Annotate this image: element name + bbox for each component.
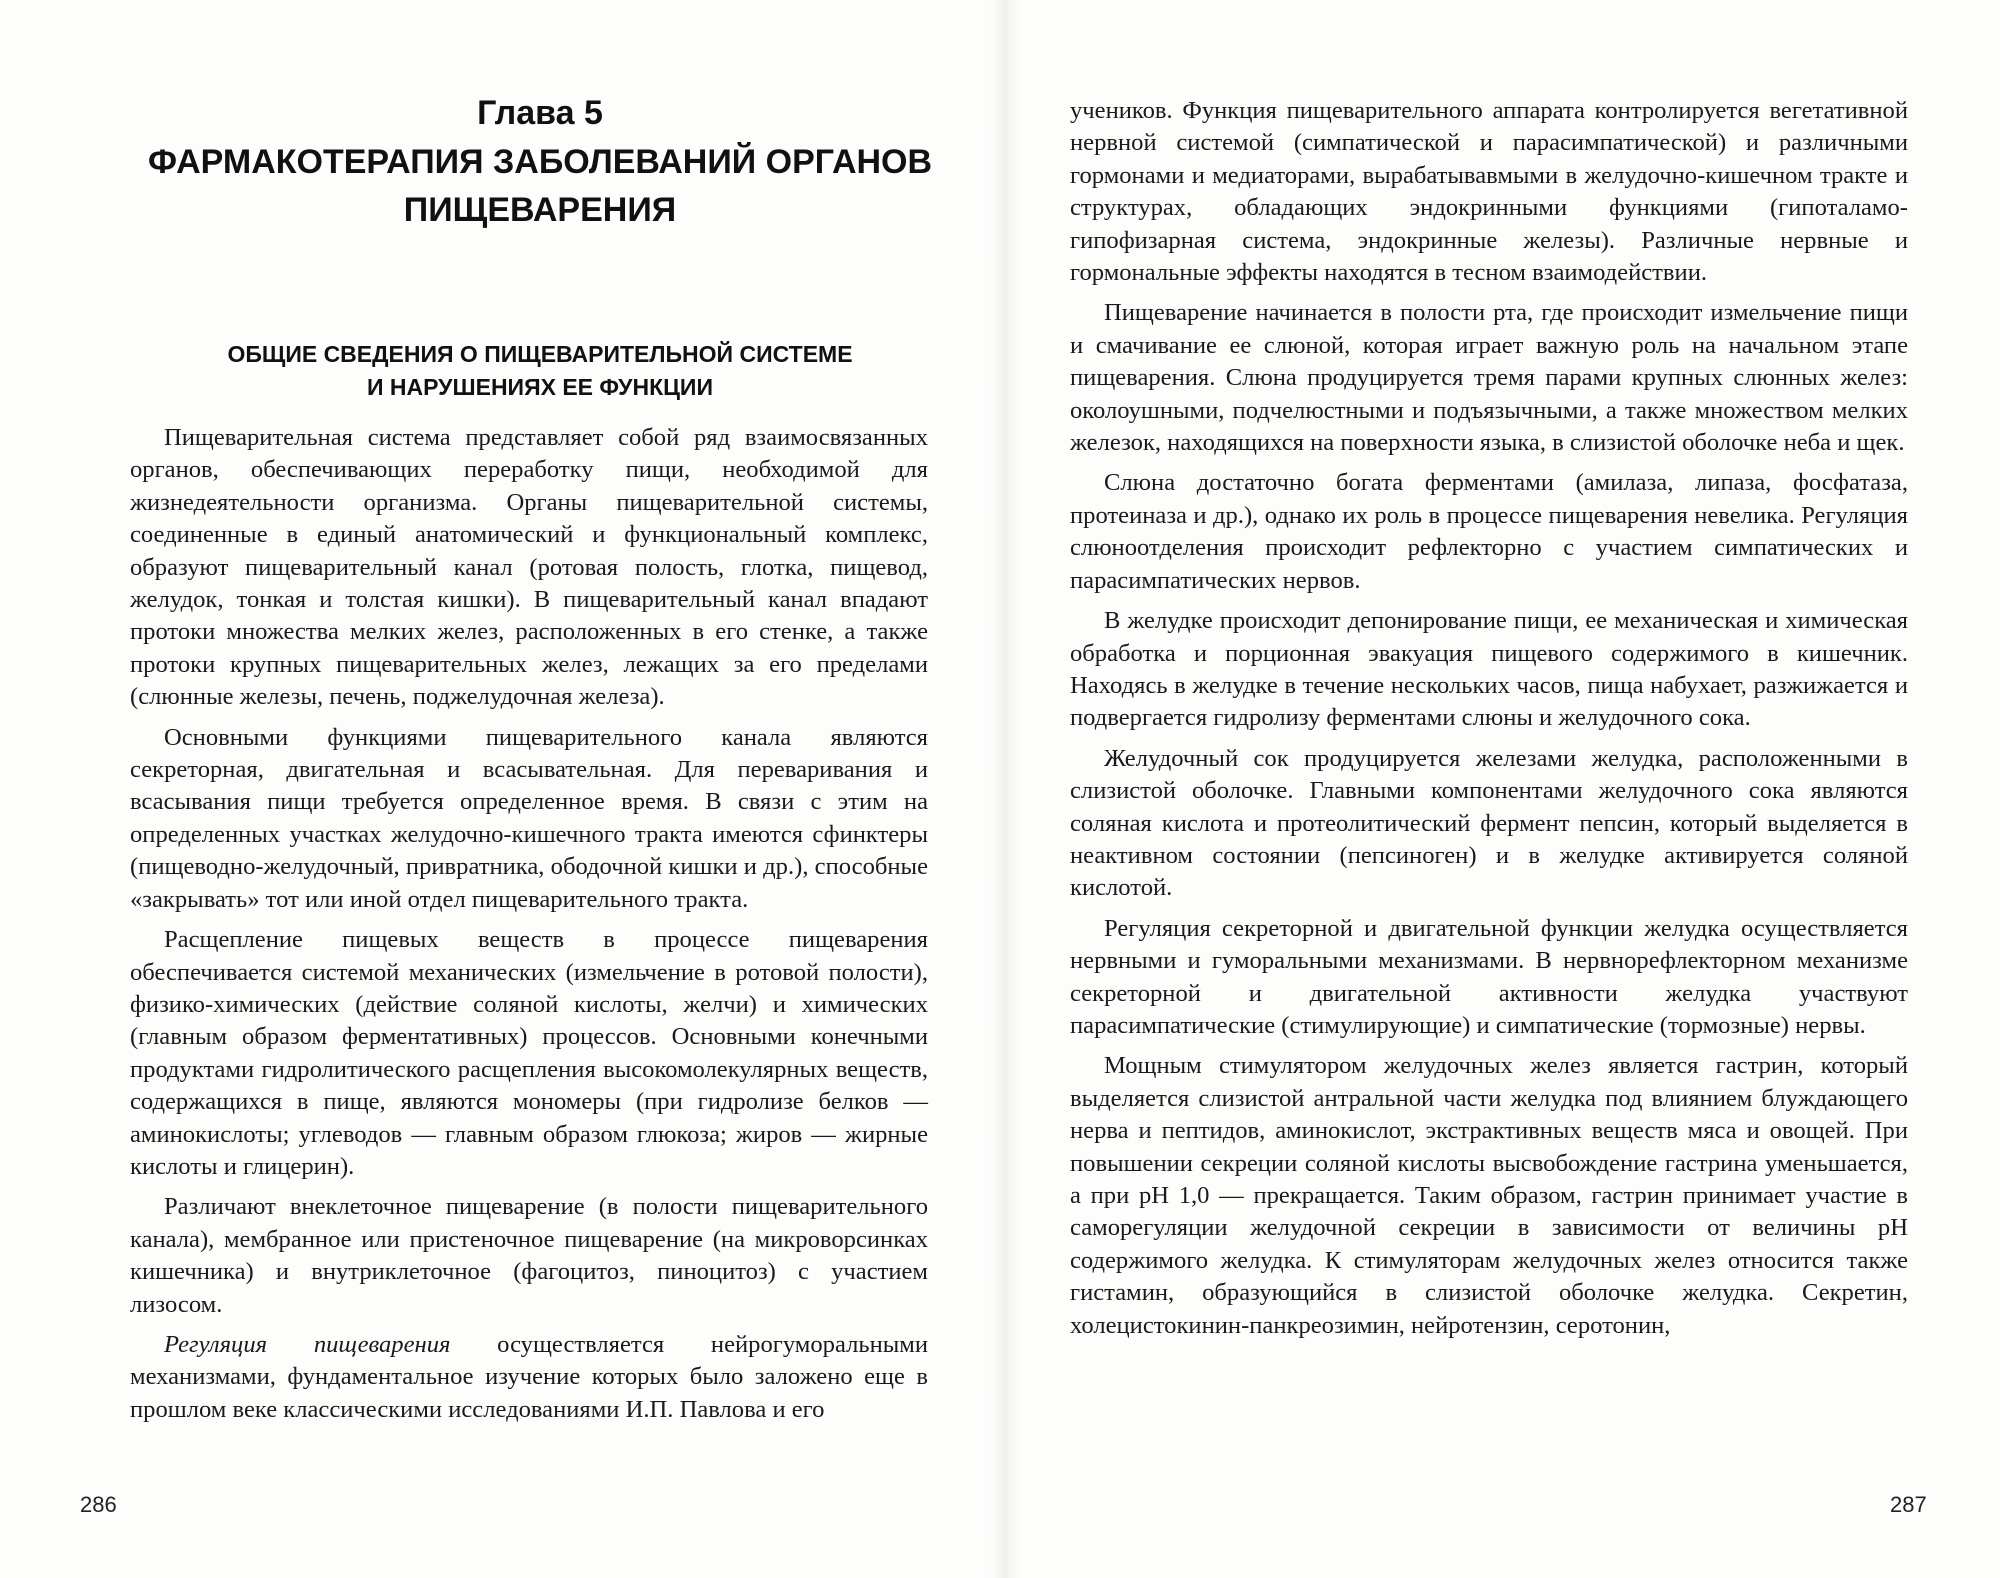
paragraph-text: осуществляется нейрогуморальными механизмами, фундаментальное изучение которых было заложено еще в прошлом веке классическими исследованиями И.П. Павлова и его (130, 1330, 928, 1423)
chapter-title: ФАРМАКОТЕРАПИЯ ЗАБОЛЕВАНИЙ ОРГАНОВ ПИЩЕВАРЕНИЯ (147, 143, 933, 229)
paragraph: Пищеварительная система представляет собой ряд взаимосвязанных органов, обеспечивающих переработку пищи, необходимой для жизнедеятельности организма. Органы пищеварительной системы, соединенные в единый анатомический и функциональный комплекс, образуют пищеварительный канал (ротовая полость, глотка, пищевод, желудок, тонкая и толстая кишки). В пищеварительный канал впадают протоки множества мелких желез, расположенных в его стенке, а также протоки крупных пищеварительных желез, лежащих за его пределами (слюнные железы, печень, поджелудочная железа). (130, 424, 928, 711)
paragraph: учеников. Функция пищеварительного аппарата контролируется вегетативной нервной системой (симпатической и парасимпатической) и различными гормонами и медиаторами, вырабатывавмыми в желудочно-кишечном тракте и структурах, обладающих эндокринными функциями (гипоталамо-гипофизарная система, эндокринные железы). Различные нервные и гормональные эффекты находятся в тесном взаимодействии. (1070, 97, 1908, 287)
right-body-text (1070, 95, 1908, 1350)
paragraph: Основными функциями пищеварительного канала являются секреторная, двигательная и всасывательная. Для переваривания и всасывания пищи требуется определенное время. В связи с этим на определенных участках желудочно-кишечного тракта имеются сфинктеры (пищеводно-желудочный, привратника, ободочной кишки и др.), способные «закрывать» тот или иной отдел пищеварительного тракта. (130, 723, 928, 913)
left-body-text (130, 422, 928, 1434)
paragraph: Расщепление пищевых веществ в процессе пищеварения обеспечивается системой механических (измельчение в ротовой полости), физико-химических (действие соляной кислоты, желчи) и химических (главным образом ферментативных) процессов. Основными конечными продуктами гидролитического расщепления высокомолекулярных веществ, содержащихся в пище, являются мономеры (при гидролизе белков — аминокислоты; углеводов — главным образом глюкоза; жиров — жирные кислоты и глицерин). (130, 926, 928, 1180)
page-number: 286 (80, 1492, 117, 1517)
paragraph: Регуляция секреторной и двигательной функции желудка осуществляется нервными и гуморальными механизмами. В нервнорефлекторном механизме секреторной и двигательной активности желудка участвуют парасимпатические (стимулирующие) и симпатические (тормозные) нервы. (1070, 914, 1908, 1039)
section-title-line2: И НАРУШЕНИЯХ ЕЕ ФУНКЦИИ (367, 374, 713, 400)
paragraph: Желудочный сок продуцируется железами желудка, расположенными в слизистой оболочке. Главными компонентами желудочного сока являются соляная кислота и протеолитический фермент пепсин, который выделяется в неактивном состоянии (пепсиноген) и в желудке активируется соляной кислотой. (1070, 744, 1908, 902)
paragraph: Слюна достаточно богата ферментами (амилаза, липаза, фосфатаза, протеиназа и др.), однако их роль в процессе пищеварения невелика. Регуляция слюноотделения происходит рефлекторно с участием симпатических и парасимпатических нервов. (1070, 469, 1908, 594)
section-heading (130, 338, 950, 404)
page-number: 287 (1890, 1492, 1927, 1517)
paragraph: В желудке происходит депонирование пищи, ее механическая и химическая обработка и порционная эвакуация пищевого содержимого в кишечник. Находясь в желудке в течение нескольких часов, пища набухает, разжижается и подвергается гидролизу ферментами слюны и желудочного сока. (1070, 607, 1908, 732)
paragraph: Мощным стимулятором желудочных желез является гастрин, который выделяется слизистой антральной части желудка под влиянием блуждающего нерва и пептидов, аминокислот, экстрактивных веществ мяса и овощей. При повышении секреции соляной кислоты высвобождение гастрина уменьшается, а при pH 1,0 — прекращается. Таким образом, гастрин принимает участие в саморегуляции желудочной секреции в зависимости от величины pH содержимого желудка. К стимуляторам желудочных желез относится также гистамин, образующийся в слизистой оболочке желудка. Секретин, холецистокинин-панкреозимин, нейротензин, серотонин, (1070, 1052, 1908, 1339)
paragraph: Пищеварение начинается в полости рта, где происходит измельчение пищи и смачивание ее слюной, которая играет важную роль на начальном этапе пищеварения. Слюна продуцируется тремя парами крупных слюнных желез: околоушными, подчелюстными и подъязычными, а также множеством мелких железок, находящихся на поверхности языка, в слизистой оболочке неба и щек. (1070, 299, 1908, 457)
paragraph: Различают внеклеточное пищеварение (в полости пищеварительного канала), мембранное или пристеночное пищеварение (на микроворсинках кишечника) и внутриклеточное (фагоцитоз, пиноцитоз) с участием лизосом. (130, 1193, 928, 1318)
italic-term: Регуляция пищеварения (164, 1330, 451, 1358)
chapter-number: Глава 5 (477, 94, 603, 132)
paragraph (130, 1329, 928, 1426)
section-title-line1: ОБЩИЕ СВЕДЕНИЯ О ПИЩЕВАРИТЕЛЬНОЙ СИСТЕМЕ (227, 341, 853, 367)
chapter-heading (130, 92, 950, 234)
right-page (1000, 0, 2000, 1578)
